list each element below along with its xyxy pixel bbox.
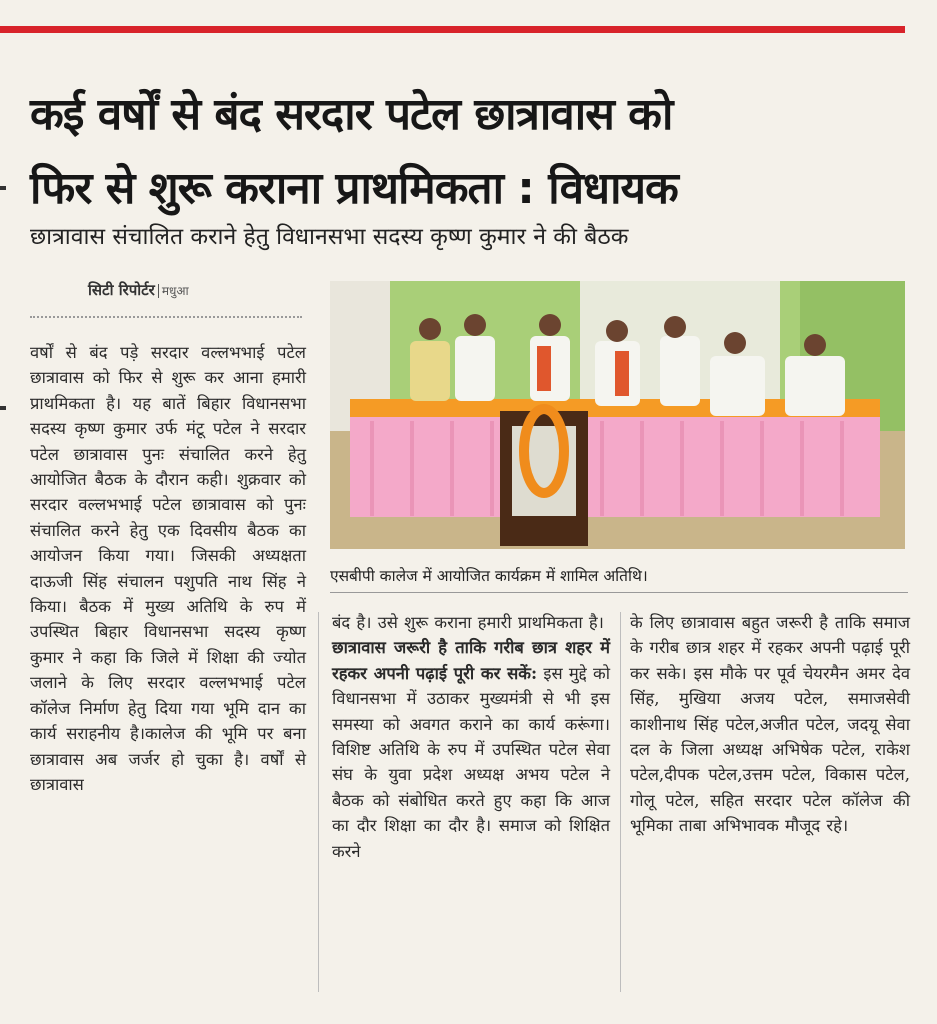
column-rule — [620, 612, 621, 992]
caption-divider — [330, 592, 908, 593]
headline-line-1: कई वर्षों से बंद सरदार पटेल छात्रावास को — [30, 89, 673, 140]
article-column-3: के लिए छात्रावास बहुत जरूरी है ताकि समाज के गरीब छात्र शहर में रहकर अपनी पढ़ाई पूरी कर सके। इस मौके पर पूर्व चेयरमैन अमर देव सिंह, मुखिया अजय पटेल, समाजसेवी काशीनाथ सिंह पटेल,अजीत पटेल, जदयू सेवा दल के जिला अध्यक्ष अभिषेक पटेल, राकेश पटेल,दीपक पटेल,उत्तम पटेल, विकास पटेल, गोलू पटेल, सहित सरदार पटेल कॉलेज की भूमिका ताबा अभिभावक मौजूद रहे। — [630, 613, 910, 836]
article-column-2 — [332, 610, 610, 864]
column-edge-mark — [0, 406, 6, 410]
column-2-text-b: इस मुद्दे को विधानसभा में उठाकर मुख्यमंत्री से भी इस समस्या को अवगत कराने का कार्य करूंगा। विशिष्ट अतिथि के रुप में उपस्थित पटेल सेवा संघ के युवा प्रदेश अध्यक्ष अभय पटेल ने बैठक को संबोधित करते हुए कहा कि आज का दौर शिक्षा का दौर है। समाज को शिक्षित करने — [332, 663, 610, 861]
article-subheading: छात्रावास जरूरी है ताकि गरीब छात्र शहर में रहकर अपनी पढ़ाई पूरी कर सकें: — [332, 638, 610, 683]
byline-reporter: सिटी रिपोर्टर — [88, 281, 155, 299]
column-2-text-a: बंद है। उसे शुरू कराना हमारी प्राथमिकता है। — [332, 613, 604, 632]
headline-line-2: फिर से शुरू कराना प्राथमिकता : विधायक — [30, 163, 678, 214]
byline-divider — [30, 316, 302, 318]
subheadline: छात्रावास संचालित कराने हेतु विधानसभा सदस्य कृष्ण कुमार ने की बैठक — [30, 224, 629, 250]
headline — [30, 78, 910, 226]
top-red-bar — [0, 26, 905, 33]
column-edge-mark — [0, 186, 6, 190]
byline — [88, 280, 189, 300]
photo-caption: एसबीपी कालेज में आयोजित कार्यक्रम में शामिल अतिथि। — [330, 567, 648, 585]
article-column-1: वर्षों से बंद पड़े सरदार वल्लभभाई पटेल छात्रावास को फिर से शुरू कर आना हमारी प्राथमिकता है। यह बातें बिहार विधानसभा सदस्य कृष्ण कुमार उर्फ मंटू पटेल ने सरदार पटेल छात्रावास पुनः संचालित करने हेतु आयोजित बैठक के दौरान कही। शुक्रवार को सरदार वल्लभभाई पटेल छात्रावास को पुनः संचालित करने हेतु एक दिवसीय बैठक का आयोजन किया गया। जिसकी अध्यक्षता दाऊजी सिंह संचालन पशुपति नाथ सिंह ने किया। बैठक में मुख्य अतिथि के रुप में उपस्थित बिहार विधानसभा सदस्य कृष्ण कुमार ने कहा कि जिले में शिक्षा की ज्योत जलाने के लिए सरदार वल्लभभाई पटेल कॉलेज निर्माण हेतु दिया गया भूमि दान का कार्य सराहनीय है।कालेज की भूमि पर बना छात्रावास अब जर्जर हो चुका है। वर्षों से छात्रावास — [30, 343, 306, 794]
byline-place: मधुआ — [158, 284, 189, 298]
column-rule — [318, 612, 319, 992]
news-photo — [330, 281, 905, 549]
